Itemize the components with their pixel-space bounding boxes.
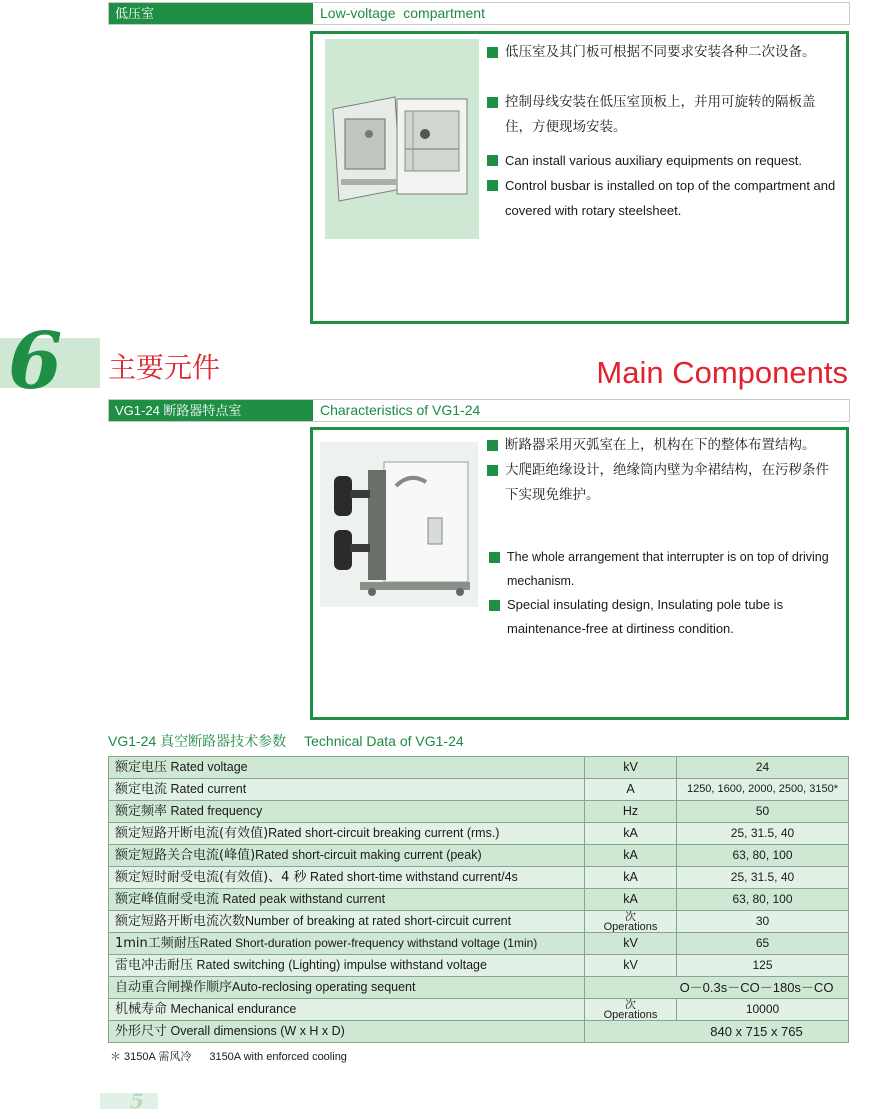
table-row — [109, 889, 849, 911]
table-row — [109, 823, 849, 845]
param-cell: 雷电冲击耐压 Rated switching (Lighting) impulse withstand voltage — [109, 955, 585, 977]
vg-bullet-cn-2: 大爬距绝缘设计，绝缘筒内壁为伞裙结构，在污秽条件下实现免维护。 — [487, 458, 837, 508]
lv-header-cn: 低压室 — [109, 3, 313, 24]
param-cell: 额定频率 Rated frequency — [109, 801, 585, 823]
vg-bullet-en-2: Special insulating design, Insulating pole tube is maintenance-free at dirtiness condition. — [489, 593, 841, 641]
technical-data-table — [108, 756, 849, 1043]
vg-header-en: Characteristics of VG1-24 — [320, 402, 481, 418]
vg-breaker-image — [320, 442, 478, 607]
value-cell: 10000 — [677, 999, 849, 1021]
param-cell: 额定短路开断电流(有效值)Rated short-circuit breaking current (rms.) — [109, 823, 585, 845]
lv-bullet-en-2: Control busbar is installed on top of the compartment and covered with rotary steelsheet. — [487, 173, 839, 223]
lv-panel — [310, 31, 849, 324]
unit-cell: 次 Operations — [585, 911, 677, 933]
bullet-square-icon — [487, 47, 498, 58]
page-number-band — [100, 1089, 158, 1113]
section-number: 6 — [8, 316, 63, 407]
table-row — [109, 779, 849, 801]
unit-cell: Hz — [585, 801, 677, 823]
footnote-cn: ＊ 3150A 需风冷 — [110, 1051, 192, 1063]
vg-breaker-photo — [320, 442, 478, 607]
section-title-en: Main Components — [596, 355, 848, 390]
bullet-square-icon — [489, 552, 500, 563]
unit-cell: A — [585, 779, 677, 801]
table-row — [109, 911, 849, 933]
unit-cell: kA — [585, 845, 677, 867]
unit-cell: kV — [585, 955, 677, 977]
table-caption — [108, 731, 464, 751]
table-caption-cn: VG1-24 真空断路器技术参数 — [108, 733, 287, 749]
vg-header-bar — [108, 399, 850, 422]
value-cell: 24 — [677, 757, 849, 779]
unit-cell: kA — [585, 823, 677, 845]
param-cell: 额定短路开断电流次数Number of breaking at rated short-circuit current — [109, 911, 585, 933]
param-cell: 额定短路关合电流(峰值)Rated short-circuit making current (peak) — [109, 845, 585, 867]
unit-cell: kV — [585, 933, 677, 955]
value-cell: 25, 31.5, 40 — [677, 823, 849, 845]
section-title-cn: 主要元件 — [108, 351, 221, 384]
value-cell: 63, 80, 100 — [677, 889, 849, 911]
vg-bullet-en-1: The whole arrangement that interrupter is on top of driving mechanism. — [489, 545, 841, 593]
vg-header-cn: VG1-24 断路器特点室 — [109, 400, 313, 421]
page-number: 5 — [130, 1089, 144, 1113]
bullet-square-icon — [487, 155, 498, 166]
table-row — [109, 977, 849, 999]
bullet-square-icon — [487, 465, 498, 476]
param-cell: 额定电压 Rated voltage — [109, 757, 585, 779]
value-cell: 1250, 1600, 2000, 2500, 3150* — [677, 779, 849, 801]
value-cell: 65 — [677, 933, 849, 955]
bullet-square-icon — [487, 440, 498, 451]
lv-compartment-photo — [325, 39, 479, 239]
value-cell: 50 — [677, 801, 849, 823]
lv-bullet-en-1: Can install various auxiliary equipments on request. — [487, 148, 839, 173]
param-cell: 机械寿命 Mechanical endurance — [109, 999, 585, 1021]
lv-bullet-cn-2: 控制母线安装在低压室顶板上，并用可旋转的隔板盖住，方便现场安装。 — [487, 90, 837, 140]
bullet-square-icon — [489, 600, 500, 611]
unit-cell: 次 Operations — [585, 999, 677, 1021]
param-cell: 额定电流 Rated current — [109, 779, 585, 801]
bullet-square-icon — [487, 97, 498, 108]
unit-cell: kA — [585, 867, 677, 889]
unit-cell: kA — [585, 889, 677, 911]
table-row — [109, 999, 849, 1021]
unit-cell: kV — [585, 757, 677, 779]
footnote — [110, 1050, 365, 1064]
lv-header-bar — [108, 2, 850, 25]
value-cell: 840 x 715 x 765 — [585, 1021, 849, 1043]
param-cell: 额定短时耐受电流(有效值)、4 秒 Rated short-time withstand current/4s — [109, 867, 585, 889]
table-row — [109, 955, 849, 977]
param-cell: 额定峰值耐受电流 Rated peak withstand current — [109, 889, 585, 911]
lv-bullet-cn-1: 低压室及其门板可根据不同要求安装各种二次设备。 — [487, 40, 837, 65]
lv-cabinet-image — [325, 39, 479, 239]
value-cell: 125 — [677, 955, 849, 977]
param-cell: 自动重合闸操作顺序Auto-reclosing operating sequent — [109, 977, 585, 999]
footnote-en: 3150A with enforced cooling — [209, 1051, 347, 1063]
table-row — [109, 933, 849, 955]
table-row — [109, 801, 849, 823]
param-cell: 外形尺寸 Overall dimensions (W x H x D) — [109, 1021, 585, 1043]
value-cell: 30 — [677, 911, 849, 933]
table-row — [109, 845, 849, 867]
vg-bullet-cn-1: 断路器采用灭弧室在上，机构在下的整体布置结构。 — [487, 433, 837, 458]
value-cell: 63, 80, 100 — [677, 845, 849, 867]
table-row — [109, 757, 849, 779]
value-cell: 25, 31.5, 40 — [677, 867, 849, 889]
table-row — [109, 867, 849, 889]
table-caption-en: Technical Data of VG1-24 — [304, 733, 464, 749]
lv-header-en: Low-voltage compartment — [320, 5, 485, 21]
bullet-square-icon — [487, 180, 498, 191]
value-cell: O－0.3s－CO－180s－CO — [585, 977, 849, 999]
table-row — [109, 1021, 849, 1043]
param-cell: 1min工频耐压Rated Short-duration power-frequency withstand voltage (1min) — [109, 933, 585, 955]
vg-panel — [310, 427, 849, 720]
